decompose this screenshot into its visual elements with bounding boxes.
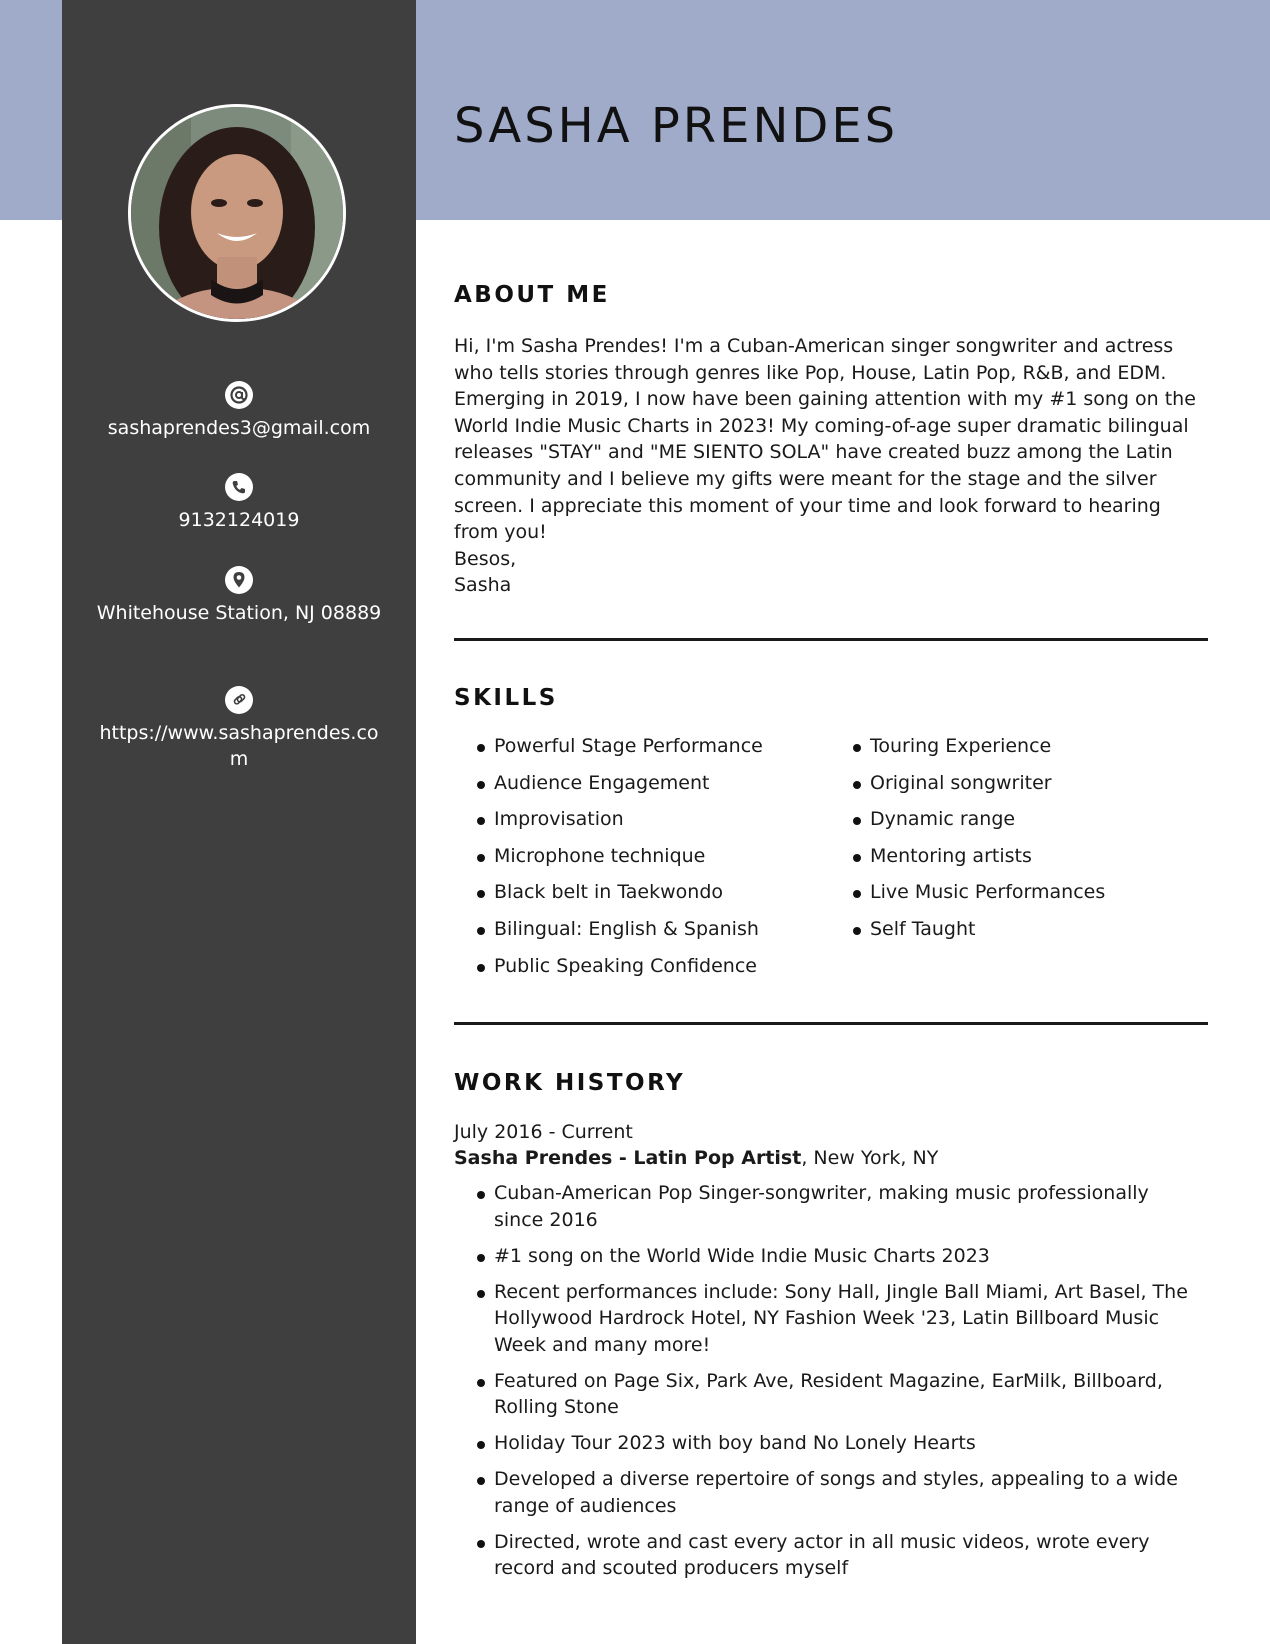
skill-item: Self Taught [850, 916, 1105, 942]
section-divider [454, 1022, 1208, 1025]
job-bullet: Cuban-American Pop Singer-songwriter, making music professionally since 2016 [474, 1180, 1204, 1233]
phone-text: 9132124019 [178, 509, 300, 531]
job-role: Sasha Prendes - Latin Pop Artist [454, 1147, 802, 1169]
about-text: Hi, I'm Sasha Prendes! I'm a Cuban-American singer songwriter and actress who tells stories through genres like Pop, House, Latin Pop, R&B, and EDM. Emerging in 2019, I now have been gaining attention with my #1 song on the World Indie Music Charts in 2023! My coming-of-age super dramatic bilingual releases "STAY" and "ME SIENTO SOLA" have created buzz among the Latin community and I believe my gifts were meant for the stage and the silver screen. I appreciate this moment of your time and look forward to hearing from you! Besos, Sasha [454, 335, 1196, 597]
about-section [454, 282, 1208, 308]
job-title-line [454, 1145, 1208, 1171]
job-bullet: Featured on Page Six, Park Ave, Resident Magazine, EarMilk, Billboard, Rolling Stone [474, 1368, 1204, 1421]
skills-column-1 [474, 733, 850, 989]
job-bullet: Directed, wrote and cast every actor in all music videos, wrote every record and scouted producers myself [474, 1529, 1204, 1582]
skill-item: Public Speaking Confidence [474, 953, 850, 979]
skill-item: Original songwriter [850, 770, 1105, 796]
skills-column-2 [850, 733, 1105, 989]
address-text: Whitehouse Station, NJ 08889 [96, 602, 382, 624]
contact-website [62, 686, 416, 772]
skill-item: Microphone technique [474, 843, 850, 869]
skill-item: Black belt in Taekwondo [474, 879, 850, 905]
skills-heading: SKILLS [454, 685, 558, 711]
skills-section [454, 685, 1208, 711]
skill-item: Dynamic range [850, 806, 1105, 832]
contact-phone [62, 473, 416, 533]
skill-item: Powerful Stage Performance [474, 733, 850, 759]
candidate-name: SASHA PRENDES [454, 98, 899, 154]
link-icon [225, 686, 253, 714]
profile-photo [128, 104, 346, 322]
skill-item: Improvisation [474, 806, 850, 832]
work-section [454, 1070, 1208, 1096]
job-bullet: Recent performances include: Sony Hall, Jingle Ball Miami, Art Basel, The Hollywood Hardrock Hotel, NY Fashion Week '23, Latin Billboard Music Week and many more! [474, 1279, 1204, 1359]
about-heading: ABOUT ME [454, 282, 610, 308]
job-bullets [474, 1180, 1204, 1582]
skill-item: Live Music Performances [850, 879, 1105, 905]
contact-address [62, 566, 416, 626]
contact-email [62, 381, 416, 441]
job-bullet: #1 song on the World Wide Indie Music Charts 2023 [474, 1243, 1204, 1270]
job-date: July 2016 - Current [454, 1121, 633, 1143]
job-location: , New York, NY [801, 1147, 939, 1169]
phone-icon [225, 473, 253, 501]
skill-item: Touring Experience [850, 733, 1105, 759]
job-bullet: Developed a diverse repertoire of songs and styles, appealing to a wide range of audiences [474, 1466, 1204, 1519]
email-text[interactable]: sashaprendes3@gmail.com [107, 417, 371, 439]
skills-list [474, 733, 1208, 989]
at-sign-icon [225, 381, 253, 409]
work-heading: WORK HISTORY [454, 1070, 686, 1096]
skill-item: Audience Engagement [474, 770, 850, 796]
website-link[interactable]: https://www.sashaprendes.com [99, 722, 379, 770]
skill-item: Mentoring artists [850, 843, 1105, 869]
location-pin-icon [225, 566, 253, 594]
section-divider [454, 638, 1208, 641]
job-entry [454, 1119, 1208, 1591]
job-bullet: Holiday Tour 2023 with boy band No Lonely Hearts [474, 1430, 1204, 1457]
skill-item: Bilingual: English & Spanish [474, 916, 850, 942]
